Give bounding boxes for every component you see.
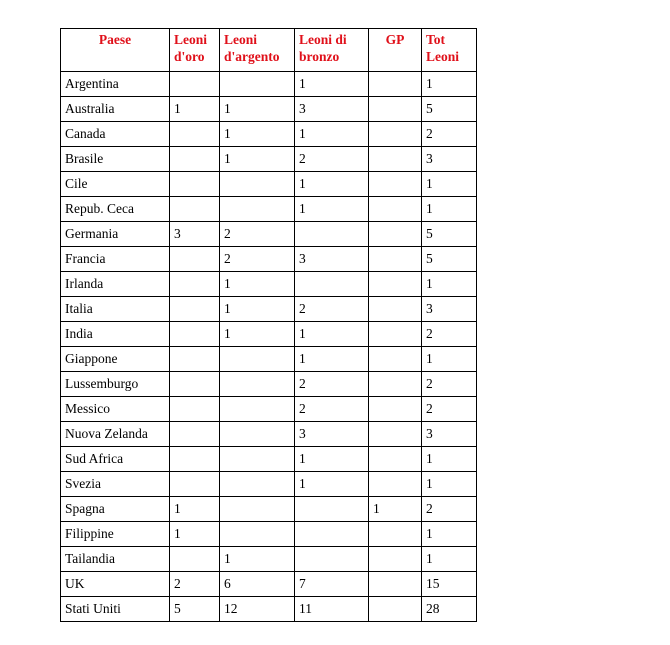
table-row bbox=[61, 347, 477, 372]
cell-silver: 2 bbox=[220, 247, 295, 272]
cell-gp bbox=[369, 122, 422, 147]
header-bronze-lions: Leoni di bronzo bbox=[295, 29, 369, 72]
cell-total: 15 bbox=[422, 572, 477, 597]
cell-bronze: 3 bbox=[295, 422, 369, 447]
cell-country: Francia bbox=[61, 247, 170, 272]
cell-gold bbox=[170, 172, 220, 197]
cell-bronze bbox=[295, 522, 369, 547]
cell-country: Canada bbox=[61, 122, 170, 147]
cell-total: 2 bbox=[422, 122, 477, 147]
lions-awards-table bbox=[60, 28, 477, 622]
cell-gold: 5 bbox=[170, 597, 220, 622]
cell-silver: 1 bbox=[220, 297, 295, 322]
cell-total: 3 bbox=[422, 422, 477, 447]
table-row bbox=[61, 397, 477, 422]
cell-gp bbox=[369, 247, 422, 272]
cell-gold bbox=[170, 447, 220, 472]
cell-gold bbox=[170, 372, 220, 397]
cell-silver bbox=[220, 522, 295, 547]
cell-total: 2 bbox=[422, 397, 477, 422]
cell-country: Filippine bbox=[61, 522, 170, 547]
cell-bronze: 1 bbox=[295, 122, 369, 147]
cell-total: 3 bbox=[422, 147, 477, 172]
table-row bbox=[61, 422, 477, 447]
cell-silver: 1 bbox=[220, 547, 295, 572]
cell-gp bbox=[369, 422, 422, 447]
cell-gold bbox=[170, 472, 220, 497]
cell-bronze: 1 bbox=[295, 72, 369, 97]
cell-total: 28 bbox=[422, 597, 477, 622]
cell-silver: 1 bbox=[220, 322, 295, 347]
cell-country: Brasile bbox=[61, 147, 170, 172]
table-row bbox=[61, 172, 477, 197]
cell-silver: 1 bbox=[220, 147, 295, 172]
cell-gold bbox=[170, 422, 220, 447]
cell-gold bbox=[170, 147, 220, 172]
cell-total: 2 bbox=[422, 497, 477, 522]
cell-silver bbox=[220, 447, 295, 472]
table-row bbox=[61, 97, 477, 122]
cell-country: Tailandia bbox=[61, 547, 170, 572]
cell-country: Italia bbox=[61, 297, 170, 322]
cell-country: Giappone bbox=[61, 347, 170, 372]
cell-country: Messico bbox=[61, 397, 170, 422]
cell-silver: 1 bbox=[220, 97, 295, 122]
cell-gp bbox=[369, 197, 422, 222]
cell-bronze bbox=[295, 272, 369, 297]
cell-country: Svezia bbox=[61, 472, 170, 497]
cell-total: 2 bbox=[422, 372, 477, 397]
cell-silver: 2 bbox=[220, 222, 295, 247]
cell-gold bbox=[170, 72, 220, 97]
cell-silver bbox=[220, 347, 295, 372]
cell-gp bbox=[369, 372, 422, 397]
cell-country: Irlanda bbox=[61, 272, 170, 297]
cell-bronze: 2 bbox=[295, 397, 369, 422]
cell-silver bbox=[220, 472, 295, 497]
cell-total: 2 bbox=[422, 322, 477, 347]
cell-silver: 12 bbox=[220, 597, 295, 622]
cell-country: India bbox=[61, 322, 170, 347]
cell-total: 5 bbox=[422, 247, 477, 272]
cell-total: 1 bbox=[422, 472, 477, 497]
cell-silver bbox=[220, 72, 295, 97]
cell-total: 1 bbox=[422, 547, 477, 572]
cell-silver: 1 bbox=[220, 272, 295, 297]
cell-country: Repub. Ceca bbox=[61, 197, 170, 222]
cell-bronze: 3 bbox=[295, 247, 369, 272]
table-row bbox=[61, 522, 477, 547]
cell-gp bbox=[369, 472, 422, 497]
table-row bbox=[61, 222, 477, 247]
cell-bronze: 1 bbox=[295, 197, 369, 222]
cell-bronze: 1 bbox=[295, 447, 369, 472]
cell-total: 1 bbox=[422, 197, 477, 222]
cell-total: 3 bbox=[422, 297, 477, 322]
cell-bronze bbox=[295, 497, 369, 522]
cell-gold bbox=[170, 297, 220, 322]
table-row bbox=[61, 497, 477, 522]
cell-bronze: 2 bbox=[295, 297, 369, 322]
table-row bbox=[61, 547, 477, 572]
cell-gp bbox=[369, 572, 422, 597]
cell-country: Stati Uniti bbox=[61, 597, 170, 622]
cell-gold bbox=[170, 322, 220, 347]
cell-silver bbox=[220, 422, 295, 447]
cell-bronze: 1 bbox=[295, 347, 369, 372]
cell-country: Cile bbox=[61, 172, 170, 197]
table-row bbox=[61, 472, 477, 497]
cell-total: 1 bbox=[422, 72, 477, 97]
cell-gp bbox=[369, 547, 422, 572]
cell-country: Lussemburgo bbox=[61, 372, 170, 397]
cell-silver: 6 bbox=[220, 572, 295, 597]
table-row bbox=[61, 72, 477, 97]
cell-bronze: 1 bbox=[295, 172, 369, 197]
cell-total: 1 bbox=[422, 522, 477, 547]
cell-bronze: 2 bbox=[295, 372, 369, 397]
cell-silver bbox=[220, 172, 295, 197]
cell-bronze: 3 bbox=[295, 97, 369, 122]
header-row bbox=[61, 29, 477, 72]
cell-country: Germania bbox=[61, 222, 170, 247]
header-silver-lions: Leoni d'argento bbox=[220, 29, 295, 72]
cell-gold bbox=[170, 197, 220, 222]
cell-gold bbox=[170, 122, 220, 147]
cell-country: Australia bbox=[61, 97, 170, 122]
cell-gp bbox=[369, 72, 422, 97]
cell-country: Sud Africa bbox=[61, 447, 170, 472]
table-row bbox=[61, 197, 477, 222]
cell-gold: 1 bbox=[170, 497, 220, 522]
table-row bbox=[61, 122, 477, 147]
cell-gp bbox=[369, 147, 422, 172]
cell-gold bbox=[170, 347, 220, 372]
cell-gp bbox=[369, 397, 422, 422]
cell-gold bbox=[170, 397, 220, 422]
table-row bbox=[61, 322, 477, 347]
cell-gp bbox=[369, 97, 422, 122]
cell-gold: 1 bbox=[170, 522, 220, 547]
cell-gp bbox=[369, 222, 422, 247]
cell-silver bbox=[220, 397, 295, 422]
table-row bbox=[61, 272, 477, 297]
cell-gp bbox=[369, 347, 422, 372]
cell-bronze: 11 bbox=[295, 597, 369, 622]
cell-bronze: 7 bbox=[295, 572, 369, 597]
cell-gold bbox=[170, 547, 220, 572]
cell-gp bbox=[369, 297, 422, 322]
cell-gold: 3 bbox=[170, 222, 220, 247]
table-row bbox=[61, 572, 477, 597]
header-total-lions: Tot Leoni bbox=[422, 29, 477, 72]
cell-country: Argentina bbox=[61, 72, 170, 97]
table-row bbox=[61, 447, 477, 472]
cell-gp bbox=[369, 522, 422, 547]
cell-bronze bbox=[295, 222, 369, 247]
cell-gold: 2 bbox=[170, 572, 220, 597]
cell-total: 1 bbox=[422, 272, 477, 297]
table-row bbox=[61, 372, 477, 397]
cell-silver: 1 bbox=[220, 122, 295, 147]
cell-gp bbox=[369, 597, 422, 622]
cell-country: Spagna bbox=[61, 497, 170, 522]
cell-gp bbox=[369, 272, 422, 297]
cell-gold bbox=[170, 247, 220, 272]
cell-silver bbox=[220, 372, 295, 397]
cell-gold bbox=[170, 272, 220, 297]
header-country: Paese bbox=[61, 29, 170, 72]
cell-gp: 1 bbox=[369, 497, 422, 522]
cell-gp bbox=[369, 172, 422, 197]
cell-gp bbox=[369, 322, 422, 347]
cell-gp bbox=[369, 447, 422, 472]
cell-bronze: 1 bbox=[295, 472, 369, 497]
cell-silver bbox=[220, 197, 295, 222]
cell-total: 1 bbox=[422, 447, 477, 472]
cell-bronze bbox=[295, 547, 369, 572]
cell-total: 5 bbox=[422, 222, 477, 247]
table-row bbox=[61, 597, 477, 622]
table-row bbox=[61, 247, 477, 272]
cell-country: Nuova Zelanda bbox=[61, 422, 170, 447]
cell-total: 1 bbox=[422, 172, 477, 197]
header-gold-lions: Leoni d'oro bbox=[170, 29, 220, 72]
cell-gold: 1 bbox=[170, 97, 220, 122]
cell-silver bbox=[220, 497, 295, 522]
table-row bbox=[61, 147, 477, 172]
table-row bbox=[61, 297, 477, 322]
cell-bronze: 2 bbox=[295, 147, 369, 172]
cell-bronze: 1 bbox=[295, 322, 369, 347]
header-grand-prix: GP bbox=[369, 29, 422, 72]
cell-country: UK bbox=[61, 572, 170, 597]
cell-total: 5 bbox=[422, 97, 477, 122]
cell-total: 1 bbox=[422, 347, 477, 372]
